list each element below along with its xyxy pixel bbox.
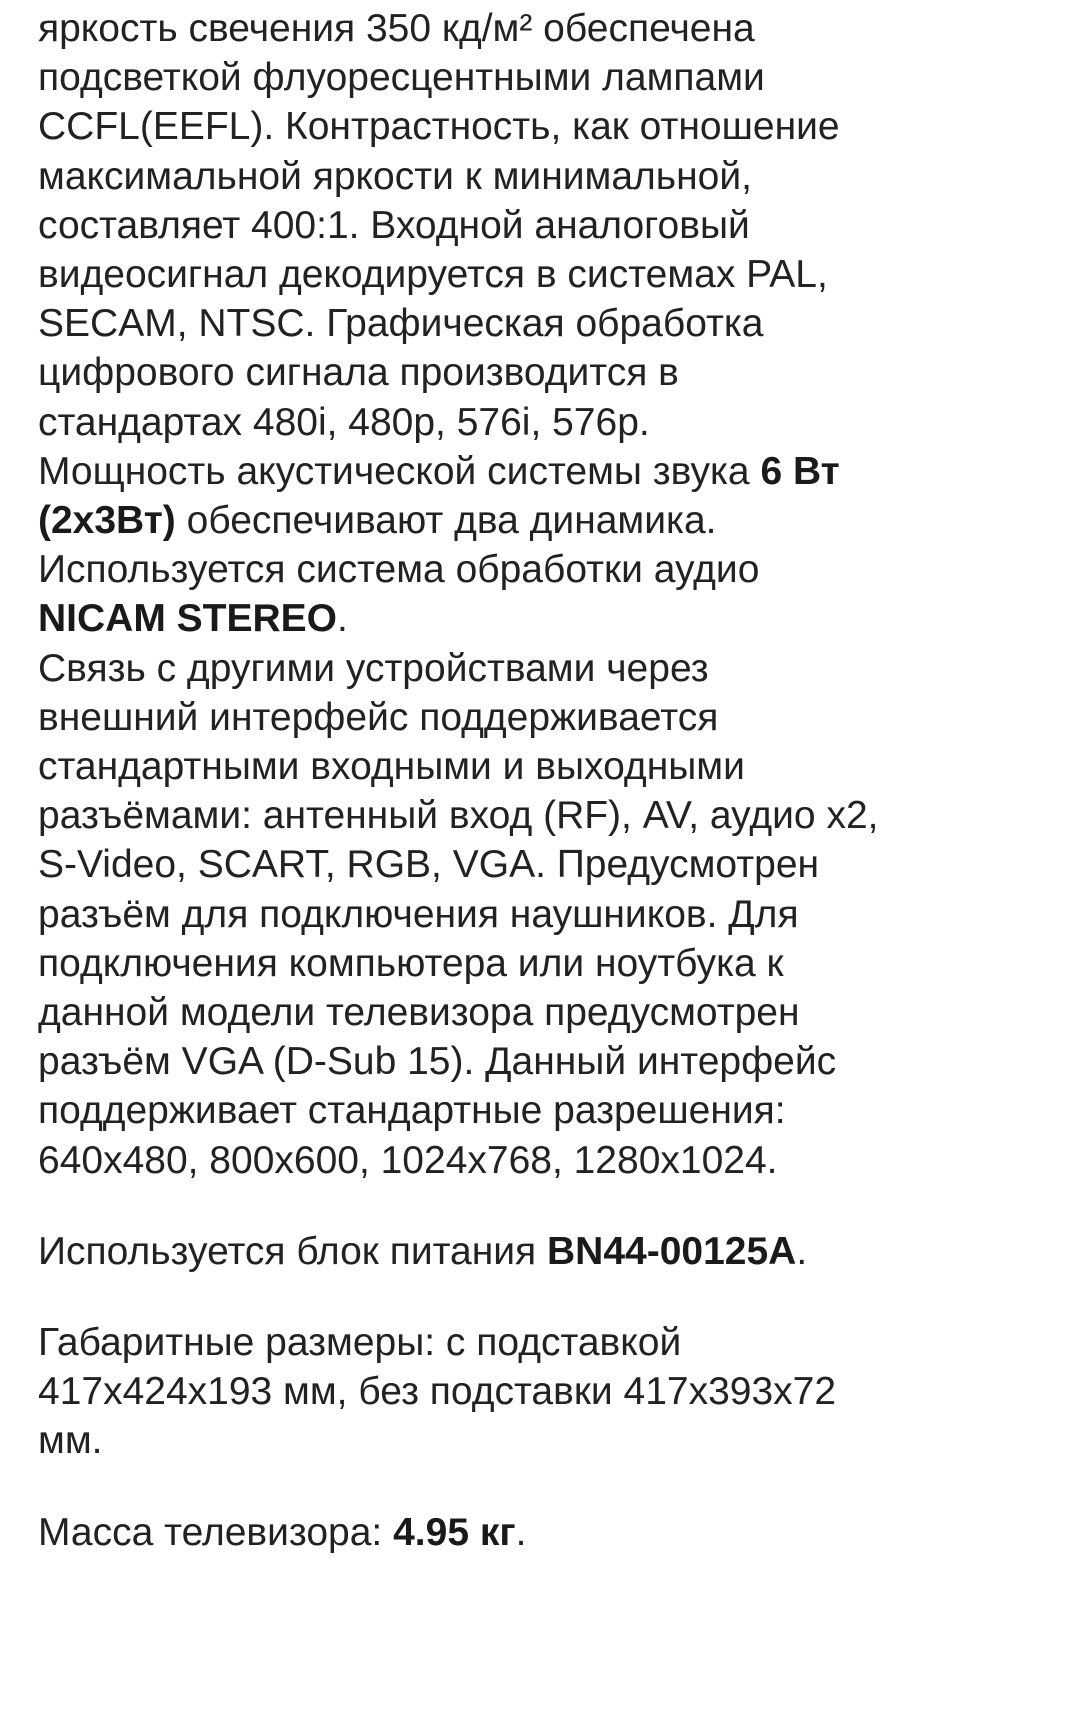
- text-line: видеосигнал декодируется в системах PAL,: [38, 253, 828, 297]
- power-supply-paragraph: [38, 1227, 1068, 1276]
- text-line: 640x480, 800x600, 1024x768, 1280x1024.: [38, 1138, 778, 1182]
- text-line: яркость свечения 350 кд/м² обеспечена: [38, 7, 755, 50]
- text-line: SECAM, NTSC. Графическая обработка: [38, 302, 764, 346]
- text-line: стандартными входными и выходными: [38, 745, 745, 789]
- text-line: разъёмами: антенный вход (RF), AV, аудио х2,: [38, 794, 879, 838]
- bold-text: (2х3Вт): [38, 499, 176, 543]
- text-line: 417x424x193 мм, без подставки 417x393x72: [38, 1370, 837, 1414]
- text-segment: .: [337, 597, 348, 641]
- text-segment: Мощность акустической системы звука: [38, 449, 761, 493]
- bold-text: 4.95 кг: [393, 1510, 516, 1554]
- text-line: данной модели телевизора предусмотрен: [38, 991, 800, 1035]
- bold-text: NICAM STEREO: [38, 597, 338, 641]
- text-line: стандартах 480i, 480p, 576i, 576p.: [38, 400, 650, 444]
- text-line: S-Video, SCART, RGB, VGA. Предусмотрен: [38, 843, 820, 887]
- text-segment: .: [515, 1510, 527, 1554]
- text-line: Габаритные размеры: с подставкой: [38, 1321, 682, 1365]
- dimensions-paragraph: [38, 1318, 1068, 1466]
- text-line: [38, 447, 1068, 496]
- text-line: CCFL(EEFL). Контрастность, как отношение: [38, 105, 840, 149]
- article-body: [38, 4, 1068, 1557]
- text-segment: Масса телевизора:: [38, 1510, 394, 1554]
- text-line: подсветкой флуоресцентными лампами: [38, 56, 765, 100]
- text-line: Используется система обработки аудио: [38, 548, 760, 592]
- text-line: внешний интерфейс поддерживается: [38, 695, 719, 739]
- text-line: разъём для подключения наушников. Для: [38, 892, 799, 936]
- text-line: [38, 1508, 1068, 1557]
- text-line: поддерживает стандартные разрешения:: [38, 1089, 786, 1133]
- text-segment: Используется блок питания: [38, 1229, 547, 1273]
- text-line: мм.: [38, 1419, 103, 1463]
- text-line: Связь с другими устройствами через: [38, 646, 709, 690]
- text-line: подключения компьютера или ноутбука к: [38, 941, 784, 985]
- text-line: [38, 496, 1068, 545]
- text-line: разъём VGA (D-Sub 15). Данный интерфейс: [38, 1040, 837, 1084]
- text-segment: .: [796, 1229, 808, 1273]
- text-line: цифрового сигнала производится в: [38, 351, 679, 395]
- bold-text: BN44-00125A: [547, 1229, 797, 1273]
- text-line: [38, 1227, 1068, 1276]
- text-line: максимальной яркости к минимальной,: [38, 154, 752, 198]
- text-segment: обеспечивают два динамика.: [175, 499, 717, 543]
- weight-paragraph: [38, 1508, 1068, 1557]
- specs-paragraph: [38, 4, 1068, 1185]
- text-line: [38, 594, 1068, 643]
- bold-text: 6 Вт: [760, 449, 840, 493]
- text-line: составляет 400:1. Входной аналоговый: [38, 203, 750, 247]
